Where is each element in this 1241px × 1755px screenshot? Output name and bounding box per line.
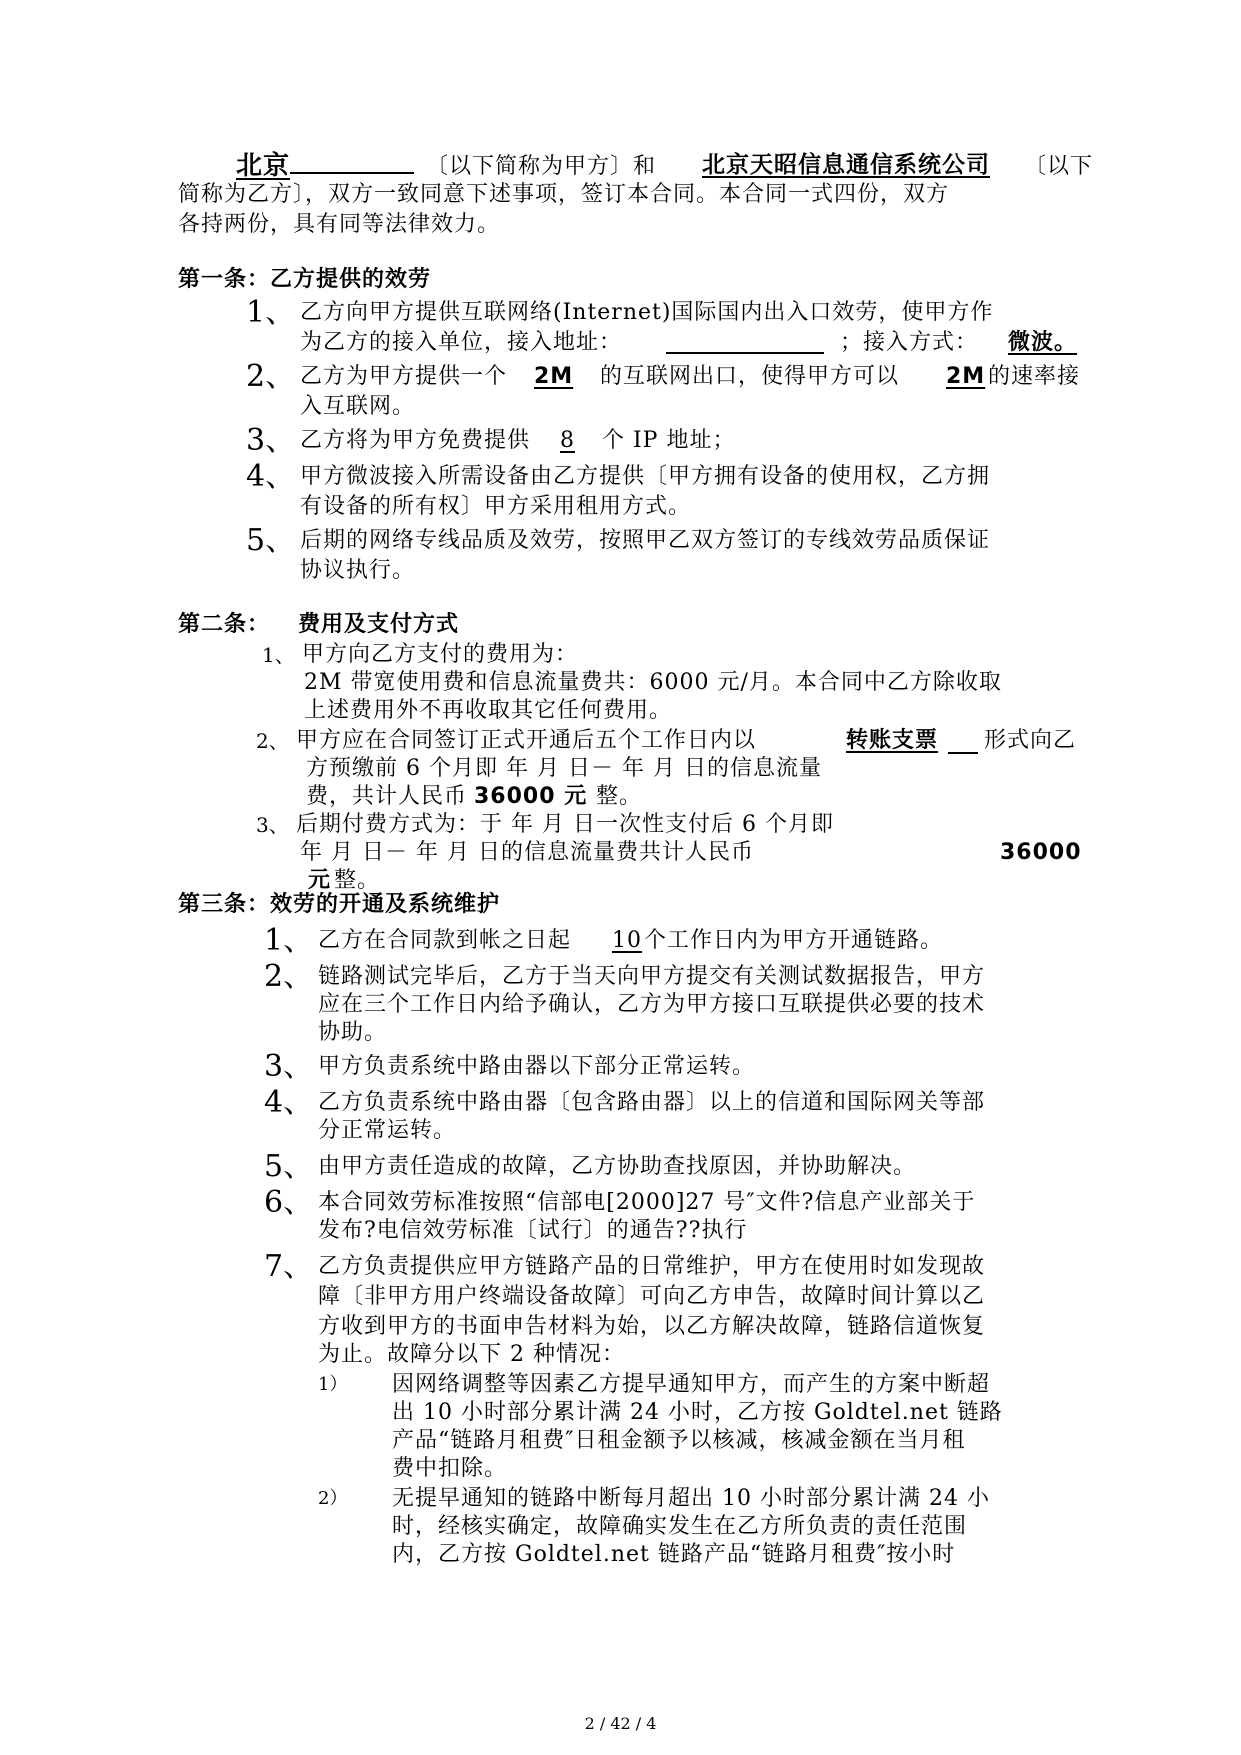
a1-item5-line1: 后期的网络专线品质及效劳，按照甲乙双方签订的专线效劳品质保证 — [300, 528, 991, 553]
a1-item4-line2: 有设备的所有权〕甲方采用租用方式。 — [300, 494, 692, 519]
a1-item5-number: 5、 — [246, 523, 296, 558]
intro-line-3: 各持两份，具有同等法律效力。 — [178, 212, 501, 237]
intro-seg-1: 〔以下简称为甲方〕和 — [426, 154, 657, 179]
a3-sub1-line4: 费中扣除。 — [392, 1456, 508, 1481]
address-blank — [666, 330, 824, 354]
a1-item2-line1c: 的速率接 — [988, 364, 1081, 389]
a3-item3-line1: 甲方负责系统中路由器以下部分正常运转。 — [318, 1054, 756, 1079]
a3-item7-line4: 为止。故障分以下 2 种情况： — [318, 1342, 625, 1367]
a3-item1-line1a: 乙方在合同款到帐之日起 — [318, 928, 572, 953]
a3-item7-number: 7、 — [264, 1249, 314, 1284]
a3-item1-line1b: 个工作日内为甲方开通链路。 — [644, 928, 944, 953]
a1-item3-line1a: 乙方将为甲方免费提供 — [300, 428, 531, 453]
a3-item1-days: 10 — [612, 928, 642, 953]
a3-item5-line1: 由甲方责任造成的故障，乙方协助查找原因，并协助解决。 — [318, 1154, 917, 1179]
a3-sub2-line1: 无提早通知的链路中断每月超出 10 小时部分累计满 24 小 — [392, 1486, 990, 1511]
a2-p2-line3a: 费，共计人民币 — [306, 784, 468, 809]
party-a-name: 北京 — [236, 151, 291, 181]
a1-item3-number: 3、 — [246, 423, 296, 458]
article3-title: 第三条：效劳的开通及系统维护 — [178, 892, 501, 917]
payment-form-blank — [948, 730, 978, 754]
a3-item2-line2: 应在三个工作日内给予确认，乙方为甲方接口互联提供必要的技术 — [318, 992, 986, 1017]
article1-title: 第一条：乙方提供的效劳 — [178, 267, 432, 292]
a2-p1-number: 1、 — [262, 643, 295, 667]
a1-item2-number: 2、 — [246, 359, 296, 394]
a1-item2-value2: 2M — [946, 364, 986, 389]
a3-item2-line3: 协助。 — [318, 1020, 388, 1045]
a1-item3-value: 8 — [560, 428, 575, 453]
a2-p1-line2: 2M 带宽使用费和信息流量费共：6000 元/月。本合同中乙方除收取 — [304, 670, 1002, 695]
a1-item2-value1: 2M — [534, 364, 574, 389]
a2-p2-line1a: 甲方应在合同签订正式开通后五个工作日内以 — [296, 728, 757, 753]
a3-sub1-line1: 因网络调整等因素乙方提早通知甲方，而产生的方案中断超 — [392, 1372, 991, 1397]
a2-p3-line2a: 年 月 日－ 年 月 日的信息流量费共计人民币 — [300, 840, 754, 865]
a1-item4-number: 4、 — [246, 459, 296, 494]
a2-p1-line1: 甲方向乙方支付的费用为： — [302, 642, 579, 667]
a3-item7-line3: 方收到甲方的书面申告材料为始，以乙方解决故障，链路信道恢复 — [318, 1314, 986, 1339]
a3-item6-line1: 本合同效劳标准按照“信部电[2000]27 号″文件?信息产业部关于 — [318, 1190, 976, 1215]
a1-item4-line1: 甲方微波接入所需设备由乙方提供〔甲方拥有设备的使用权，乙方拥 — [300, 464, 991, 489]
a1-item1-line1: 乙方向甲方提供互联网络(Internet)国际国内出入口效劳，使甲方作 — [300, 300, 994, 325]
a2-p2-line3b: 整。 — [596, 784, 643, 809]
party-b-name: 北京天昭信息通信系统公司 — [702, 152, 990, 178]
a1-item5-line2: 协议执行。 — [300, 558, 416, 583]
a3-item7-line1: 乙方负责提供应甲方链路产品的日常维护，甲方在使用时如发现故 — [318, 1254, 986, 1279]
a3-sub2-line2: 时，经核实确定，故障确实发生在乙方所负责的责任范围 — [392, 1514, 968, 1539]
a3-item3-number: 3、 — [264, 1049, 314, 1084]
payment-form: 转账支票 — [846, 728, 939, 753]
intro-line-2: 简称为乙方〕，双方一致同意下述事项，签订本合同。本合同一式四份，双方 — [178, 182, 950, 207]
a3-item4-line2: 分正常运转。 — [318, 1118, 457, 1143]
access-method: 微波。 — [1008, 330, 1078, 355]
a3-item7-line2: 障〔非甲方用户终端设备故障〕可向乙方申告，故障时间计算以乙 — [318, 1284, 986, 1309]
a2-p3-line3b: 整。 — [334, 868, 381, 893]
a2-p2-line2: 方预缴前 6 个月即 年 月 日－ 年 月 日的信息流量 — [306, 756, 822, 781]
a1-item2-line1a: 乙方为甲方提供一个 — [300, 364, 508, 389]
a1-item1-line2a: 为乙方的接入单位，接入地址： — [300, 330, 623, 355]
a1-item2-line2: 入互联网。 — [300, 394, 416, 419]
a3-sub1-line3: 产品“链路月租费″日租金额予以核减，核减金额在当月租 — [392, 1428, 966, 1453]
a2-p2-line1b: 形式向乙 — [984, 728, 1077, 753]
a3-sub2-line3: 内，乙方按 Goldtel.net 链路产品“链路月租费″按小时 — [392, 1542, 956, 1567]
a3-item2-line1: 链路测试完毕后，乙方于当天向甲方提交有关测试数据报告，甲方 — [318, 964, 986, 989]
a3-sub1-number: 1） — [318, 1374, 348, 1395]
party-a-blank — [290, 150, 414, 174]
a3-item2-number: 2、 — [264, 959, 314, 994]
a2-p3-line3a: 元 — [308, 868, 332, 893]
a2-p3-amount: 36000 — [1000, 840, 1082, 865]
a1-item1-line2b: ；接入方式： — [840, 330, 979, 355]
a3-item4-line1: 乙方负责系统中路由器〔包含路由器〕以上的信道和国际网关等部 — [318, 1090, 986, 1115]
a3-item6-number: 6、 — [264, 1185, 314, 1220]
a1-item1-number: 1、 — [246, 295, 296, 330]
page-number: 2 / 42 / 4 — [584, 1714, 657, 1733]
a3-item4-number: 4、 — [264, 1085, 314, 1120]
a3-sub1-line2: 出 10 小时部分累计满 24 小时，乙方按 Goldtel.net 链路 — [392, 1400, 1003, 1425]
intro-seg-2: 〔以下 — [1024, 154, 1094, 179]
a2-p2-amount: 36000 元 — [474, 784, 588, 809]
a3-item5-number: 5、 — [264, 1149, 314, 1184]
a2-p3-number: 3、 — [256, 813, 289, 837]
article2-title-b: 费用及支付方式 — [298, 612, 460, 637]
intro-line-1 — [236, 150, 414, 183]
a1-item2-line1b: 的互联网出口，使得甲方可以 — [600, 364, 900, 389]
a1-item3-line1b: 个 IP 地址； — [602, 428, 736, 453]
a3-item6-line2: 发布?电信效劳标准〔试行〕的通告??执行 — [318, 1218, 748, 1243]
a2-p1-line3: 上述费用外不再收取其它任何费用。 — [304, 698, 673, 723]
a2-p2-number: 2、 — [256, 729, 289, 753]
article2-title-a: 第二条： — [178, 612, 271, 637]
a2-p3-line1: 后期付费方式为：于 年 月 日一次性支付后 6 个月即 — [296, 812, 834, 837]
a3-sub2-number: 2） — [318, 1488, 348, 1509]
a3-item1-number: 1、 — [264, 923, 314, 958]
